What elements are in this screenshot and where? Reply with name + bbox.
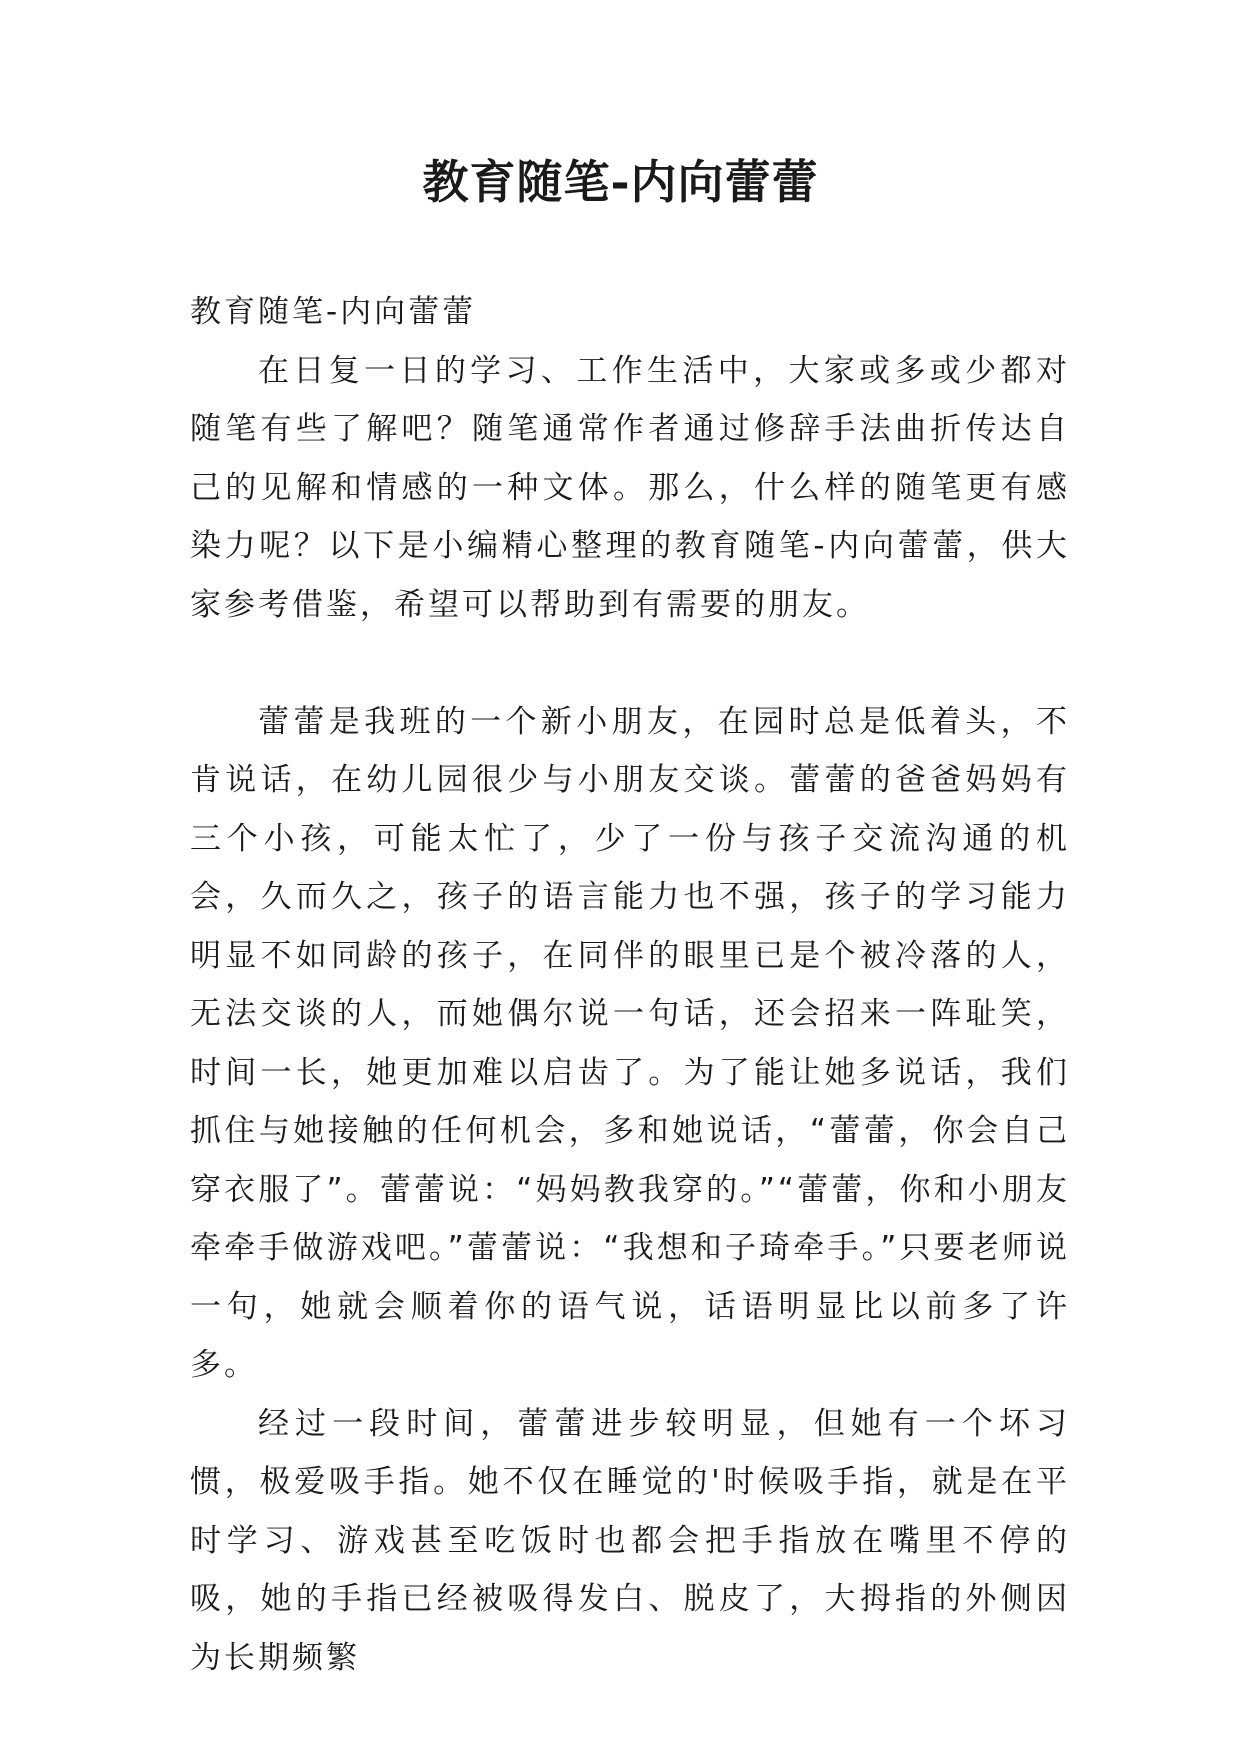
paragraph-spacer	[190, 634, 1070, 693]
story-paragraph-2: 经过一段时间，蕾蕾进步较明显，但她有一个坏习惯，极爱吸手指。她不仅在睡觉的'时候吸手指，就是在平时学习、游戏甚至吃饭时也都会把手指放在嘴里不停的吸，她的手指已经被吸得发白、脱皮了，大拇指的外侧因为长期频繁	[190, 1405, 1070, 1676]
document-body	[190, 283, 1070, 1687]
intro-paragraph: 在日复一日的学习、工作生活中，大家或多或少都对随笔有些了解吧？随笔通常作者通过修辞手法曲折传达自己的见解和情感的一种文体。那么，什么样的随笔更有感染力呢？以下是小编精心整理的教育随笔-内向蕾蕾，供大家参考借鉴，希望可以帮助到有需要的朋友。	[190, 352, 1070, 623]
story-paragraph-1: 蕾蕾是我班的一个新小朋友，在园时总是低着头，不肯说话，在幼儿园很少与小朋友交谈。蕾蕾的爸爸妈妈有三个小孩，可能太忙了，少了一份与孩子交流沟通的机会，久而久之，孩子的语言能力也不强，孩子的学习能力明显不如同龄的孩子，在同伴的眼里已是个被冷落的人，无法交谈的人，而她偶尔说一句话，还会招来一阵耻笑，时间一长，她更加难以启齿了。为了能让她多说话，我们抓住与她接触的任何机会，多和她说话，“蕾蕾，你会自己穿衣服了”。蕾蕾说：“妈妈教我穿的。”“蕾蕾，你和小朋友牵牵手做游戏吧。”蕾蕾说：“我想和子琦牵手。”只要老师说一句，她就会顺着你的语气说，话语明显比以前多了许多。	[190, 703, 1070, 1383]
document-title: 教育随笔-内向蕾蕾	[422, 155, 819, 209]
document-subtitle: 教育随笔-内向蕾蕾	[190, 294, 477, 330]
